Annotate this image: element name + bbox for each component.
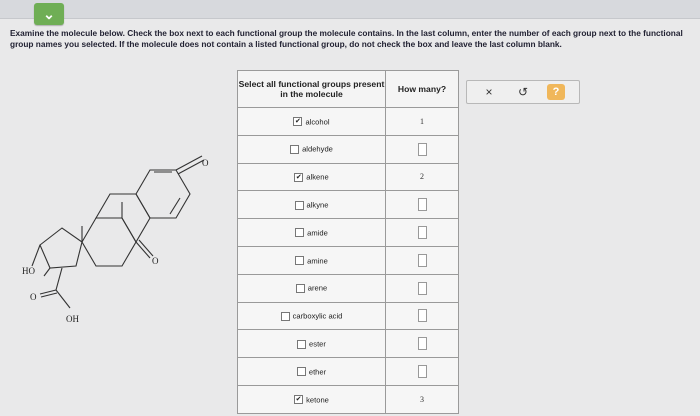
group-cell — [238, 274, 386, 302]
table-row — [238, 358, 459, 386]
help-button[interactable]: ? — [547, 84, 565, 100]
group-checkbox[interactable] — [295, 228, 304, 237]
group-checkbox[interactable] — [295, 201, 304, 210]
table-row — [238, 246, 459, 274]
top-bar — [0, 0, 700, 19]
group-cell — [238, 246, 386, 274]
group-cell — [238, 358, 386, 386]
count-input[interactable] — [418, 337, 427, 350]
group-cell — [238, 330, 386, 358]
table-row — [238, 302, 459, 330]
group-label: arene — [307, 283, 328, 293]
count-cell — [386, 274, 459, 302]
count-cell — [386, 385, 459, 413]
ring-c — [96, 194, 150, 242]
count-cell — [386, 191, 459, 219]
count-cell — [386, 358, 459, 386]
count-input[interactable] — [418, 365, 427, 378]
count-input[interactable] — [418, 143, 427, 156]
undo-button[interactable]: ↺ — [517, 85, 529, 99]
group-label: amine — [307, 256, 328, 266]
count-input[interactable]: 2 — [420, 172, 424, 182]
table-row — [238, 191, 459, 219]
table-row — [238, 108, 459, 136]
carbonyl-o-label: O — [30, 292, 37, 302]
header-select: Select all functional groups present in the molecule — [238, 71, 386, 108]
count-input[interactable]: 3 — [420, 394, 424, 404]
table-row — [238, 163, 459, 191]
functional-group-table — [237, 70, 459, 414]
group-cell — [238, 135, 386, 163]
group-label: ketone — [306, 395, 329, 405]
group-label: alkene — [306, 172, 329, 182]
answer-toolbar — [466, 80, 580, 104]
group-label: ether — [308, 367, 327, 377]
table-row — [238, 385, 459, 413]
group-checkbox[interactable] — [290, 145, 299, 154]
count-input[interactable] — [418, 282, 427, 295]
count-input[interactable] — [418, 198, 427, 211]
count-cell — [386, 108, 459, 136]
group-cell — [238, 163, 386, 191]
group-checkbox[interactable] — [297, 367, 306, 376]
count-input[interactable] — [418, 309, 427, 322]
group-label: carboxylic acid — [292, 311, 343, 321]
group-cell — [238, 385, 386, 413]
group-cell — [238, 302, 386, 330]
group-cell — [238, 219, 386, 247]
count-input[interactable] — [418, 226, 427, 239]
count-cell — [386, 302, 459, 330]
group-label: alkyne — [306, 200, 329, 210]
ho-label: HO — [22, 266, 35, 276]
group-checkbox[interactable] — [296, 284, 305, 293]
group-label: amide — [307, 228, 328, 238]
group-cell — [238, 108, 386, 136]
group-label: alcohol — [305, 117, 330, 127]
table-row — [238, 274, 459, 302]
table-row — [238, 330, 459, 358]
chevron-down-icon[interactable]: ⌄ — [34, 3, 64, 25]
group-checkbox[interactable]: ✔ — [295, 173, 302, 181]
ring-b — [82, 218, 136, 266]
ring-d — [136, 170, 190, 218]
group-label: ester — [309, 339, 326, 349]
header-count: How many? — [386, 71, 459, 108]
count-cell — [386, 135, 459, 163]
group-checkbox[interactable] — [295, 256, 304, 265]
count-cell — [386, 163, 459, 191]
ring-a — [40, 228, 82, 268]
clear-button[interactable]: × — [485, 85, 493, 99]
molecule-structure — [22, 150, 252, 330]
count-cell — [386, 219, 459, 247]
group-checkbox[interactable] — [281, 312, 290, 321]
count-cell — [386, 330, 459, 358]
group-checkbox[interactable]: ✔ — [295, 396, 302, 404]
count-input[interactable] — [418, 254, 427, 267]
count-cell — [386, 246, 459, 274]
table-row — [238, 219, 459, 247]
count-input[interactable]: 1 — [420, 116, 424, 126]
group-label: aldehyde — [302, 144, 333, 154]
group-checkbox[interactable]: ✔ — [295, 118, 301, 126]
instructions-text: Examine the molecule below. Check the box next to each functional group the molecule contains. In the last column, enter the number of each group next to the functional group names you selected. If the molecule does not contain a listed functional group, do not check the box and leave the last column blank. — [10, 28, 683, 49]
table-row — [238, 135, 459, 163]
oh-label: OH — [66, 314, 79, 324]
ketone-o-label: O — [202, 158, 209, 168]
group-cell — [238, 191, 386, 219]
ketone-o-label-2: O — [152, 256, 159, 266]
group-checkbox[interactable] — [297, 340, 306, 349]
